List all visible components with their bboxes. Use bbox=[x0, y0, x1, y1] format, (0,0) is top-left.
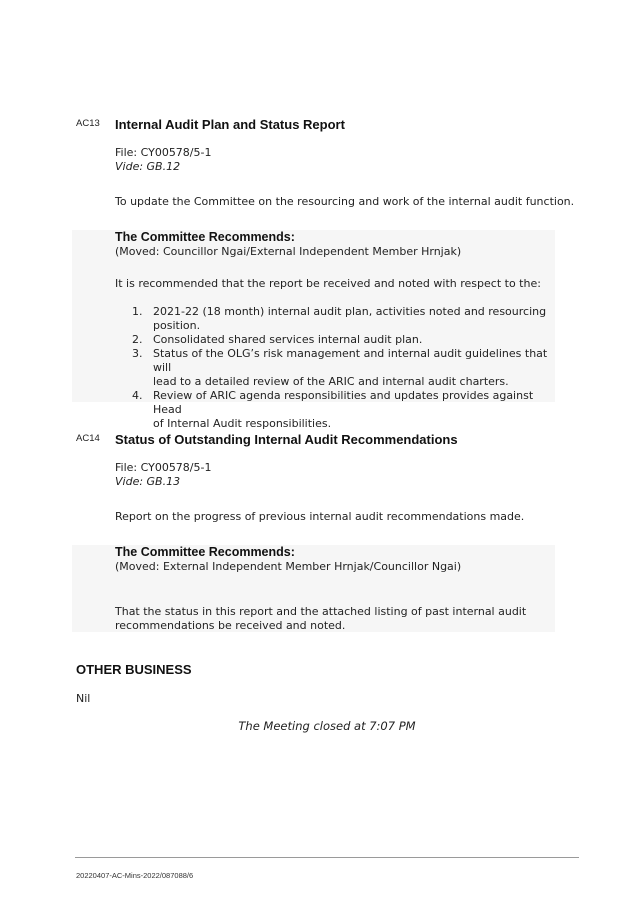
list-item: 1. 2021-22 (18 month) internal audit plan, activities noted and resourcing position. bbox=[132, 305, 547, 332]
item-code: AC14 bbox=[76, 433, 100, 444]
item-summary: To update the Committee on the resourcing and work of the internal audit function. bbox=[115, 195, 575, 208]
section-heading-other-business: OTHER BUSINESS bbox=[76, 662, 192, 677]
item-summary: Report on the progress of previous internal audit recommendations made. bbox=[115, 510, 525, 523]
vide-reference: Vide: GB.12 bbox=[115, 160, 181, 173]
moved-by: (Moved: Councillor Ngai/External Independent Member Hrnjak) bbox=[115, 245, 462, 258]
moved-by: (Moved: External Independent Member Hrnjak/Councillor Ngai) bbox=[115, 560, 462, 573]
list-item: 3. Status of the OLG’s risk management and internal audit guidelines that will lead to a detailed review of the ARIC and internal audit charters. bbox=[132, 347, 548, 388]
item-title: Internal Audit Plan and Status Report bbox=[115, 117, 345, 132]
recommendation-body-line: recommendations be received and noted. bbox=[115, 619, 346, 632]
file-reference: File: CY00578/5-1 bbox=[115, 146, 212, 159]
recommendation-heading: The Committee Recommends: bbox=[115, 230, 295, 244]
file-reference: File: CY00578/5-1 bbox=[115, 461, 212, 474]
vide-reference: Vide: GB.13 bbox=[115, 475, 181, 488]
item-code: AC13 bbox=[76, 118, 100, 129]
recommendation-list bbox=[132, 305, 552, 431]
list-item: 4. Review of ARIC agenda responsibilities and updates provides against Head of Internal Audit responsibilities. bbox=[132, 389, 534, 430]
list-item: 2. Consolidated shared services internal audit plan. bbox=[132, 333, 423, 346]
footer-document-reference: 20220407-AC-Mins-2022/087088/6 bbox=[76, 871, 194, 880]
other-business-body: Nil bbox=[76, 692, 91, 705]
recommendation-body-line: That the status in this report and the attached listing of past internal audit bbox=[115, 605, 527, 618]
footer-divider bbox=[75, 857, 579, 858]
meeting-closed-note: The Meeting closed at 7:07 PM bbox=[238, 719, 416, 733]
recommendation-heading: The Committee Recommends: bbox=[115, 545, 295, 559]
recommendation-box bbox=[72, 545, 555, 632]
recommendation-intro: It is recommended that the report be received and noted with respect to the: bbox=[115, 277, 541, 290]
item-title: Status of Outstanding Internal Audit Recommendations bbox=[115, 432, 458, 447]
recommendation-box bbox=[72, 230, 555, 430]
